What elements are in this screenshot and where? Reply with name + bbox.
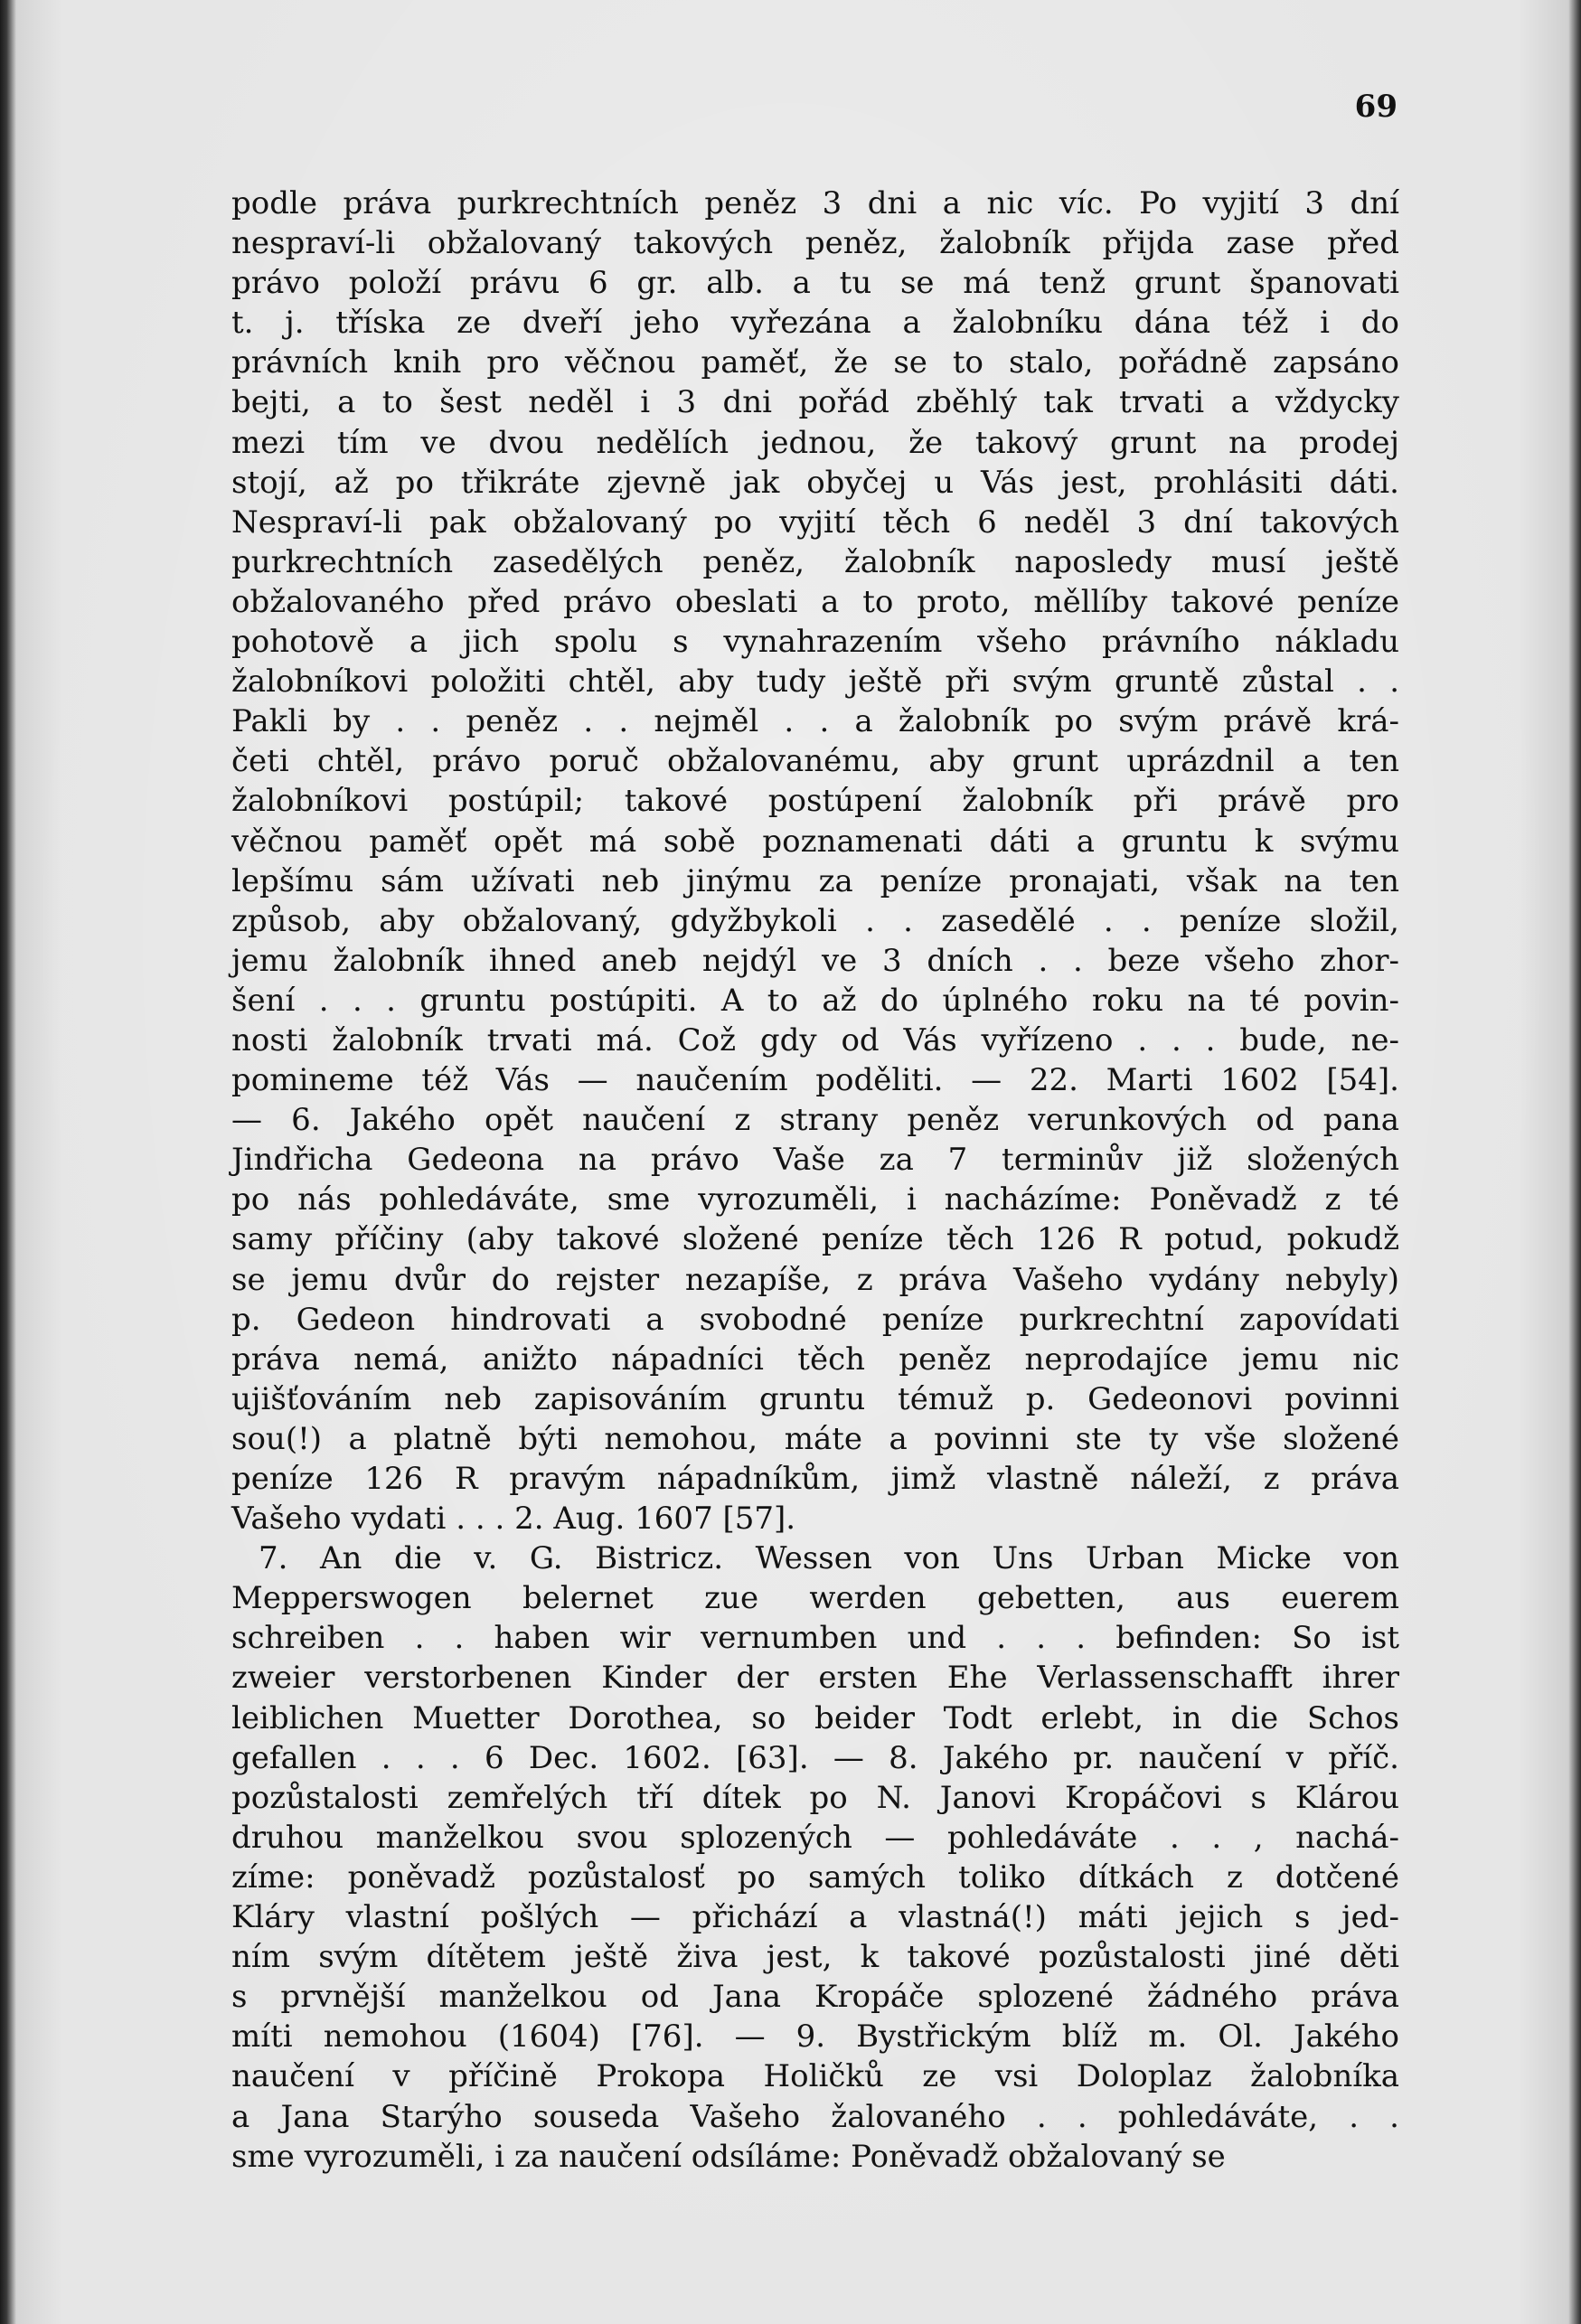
text-line: ujišťováním neb zapisováním gruntu témuž p. Gedeonovi povinni — [231, 1380, 1399, 1417]
page-left-edge — [0, 0, 16, 2324]
text-line: sme vyrozuměli, i za naučení odsíláme: Poněvadž obžalovaný se — [231, 2138, 1226, 2175]
text-line: sou(!) a platně býti nemohou, máte a povinni ste ty vše složené — [231, 1420, 1399, 1457]
text-line: četi chtěl, právo poruč obžalovanému, aby grunt uprázdnil a ten — [231, 743, 1399, 780]
text-line: se jemu dvůr do rejster nezapíše, z práva Vašeho vydány nebyly) — [231, 1261, 1399, 1298]
text-line: jemu žalobník ihned aneb nejdýl ve 3 dních . . beze všeho zhor- — [231, 942, 1399, 979]
text-line: samy příčiny (aby takové složené peníze těch 126 R potud, pokudž — [231, 1221, 1399, 1258]
text-line: žalobníkovi postúpil; takové postúpení žalobník při právě pro — [231, 783, 1399, 820]
text-line: pozůstalosti zemřelých tří dítek po N. Janovi Kropáčovi s Klárou — [231, 1779, 1399, 1816]
text-line: žalobníkovi položiti chtěl, aby tudy ještě při svým gruntě zůstal . . — [231, 663, 1399, 701]
text-line: ním svým dítětem ještě živa jest, k takové pozůstalosti jiné děti — [231, 1939, 1399, 1976]
text-line: Kláry vlastní pošlých — přichází a vlastná(!) máti jejich s jed- — [231, 1899, 1399, 1936]
text-line: věčnou paměť opět má sobě poznamenati dáti a gruntu k svýmu — [231, 823, 1399, 860]
text-line: lepšímu sám užívati neb jinýmu za peníze pronajati, však na ten — [231, 862, 1399, 899]
text-line: gefallen . . . 6 Dec. 1602. [63]. — 8. Jakého pr. naučení v příč. — [231, 1739, 1399, 1776]
text-line: právních knih pro věčnou paměť, že se to stalo, pořádně zapsáno — [231, 344, 1399, 381]
text-line: t. j. tříska ze dveří jeho vyřezána a žalobníku dána též i do — [231, 305, 1399, 342]
text-line: pomineme též Vás — naučením poděliti. — 22. Marti 1602 [54]. — [231, 1062, 1399, 1099]
text-line: způsob, aby obžalovaný, gdyžbykoli . . zasedělé . . peníze složil, — [231, 902, 1399, 939]
text-line: šení . . . gruntu postúpiti. A to až do úplného roku na té povin- — [231, 982, 1399, 1019]
text-line: a Jana Starýho souseda Vašeho žalovaného . . pohledáváte, . . — [231, 2098, 1399, 2135]
text-line: p. Gedeon hindrovati a svobodné peníze purkrechtní zapovídati — [231, 1301, 1399, 1338]
text-line: zweier verstorbenen Kinder der ersten Ehe Verlassenschafft ihrer — [231, 1660, 1399, 1697]
text-line: s prvnější manželkou od Jana Kropáče splozené žádného práva — [231, 1979, 1399, 2016]
text-line: právo položí právu 6 gr. alb. a tu se má tenž grunt španovati — [231, 265, 1399, 302]
text-line: naučení v příčině Prokopa Holičků ze vsi Doloplaz žalobníka — [231, 2058, 1399, 2095]
page-number: 69 — [1354, 89, 1397, 125]
text-line: po nás pohledáváte, sme vyrozuměli, i nacházíme: Poněvadž z té — [231, 1181, 1399, 1218]
text-line: schreiben . . haben wir vernumben und . . . befinden: So ist — [231, 1620, 1399, 1657]
text-line: — 6. Jakého opět naučení z strany peněz verunkových od pana — [231, 1102, 1399, 1139]
text-line: peníze 126 R pravým nápadníkům, jimž vlastně náleží, z práva — [231, 1461, 1399, 1497]
text-line: Mepperswogen belernet zue werden gebetten, aus euerem — [231, 1580, 1399, 1617]
text-line: Vašeho vydati . . . 2. Aug. 1607 [57]. — [231, 1501, 796, 1538]
text-line: 7. An die v. G. Bistricz. Wessen von Uns Urban Micke von — [259, 1540, 1399, 1577]
text-line: stojí, až po třikráte zjevně jak obyčej u Vás jest, prohlásiti dáti. — [231, 464, 1399, 501]
text-line: obžalovaného před právo obeslati a to proto, měllíby takové peníze — [231, 583, 1399, 620]
text-line: Jindřicha Gedeona na právo Vaše za 7 terminův již složených — [231, 1142, 1399, 1179]
text-line: práva nemá, anižto nápadníci těch peněz neprodajíce jemu nic — [231, 1341, 1399, 1378]
text-line: podle práva purkrechtních peněz 3 dni a nic víc. Po vyjití 3 dní — [231, 185, 1399, 221]
text-line: bejti, a to šest neděl i 3 dni pořád zběhlý tak trvati a vždycky — [231, 384, 1399, 421]
text-line: pohotově a jich spolu s vynahrazením všeho právního nákladu — [231, 624, 1399, 661]
text-line: míti nemohou (1604) [76]. — 9. Bystřickým blíž m. Ol. Jakého — [231, 2018, 1399, 2056]
text-line: Nespraví-li pak obžalovaný po vyjití těch 6 neděl 3 dní takových — [231, 503, 1399, 541]
text-line: nespraví-li obžalovaný takových peněz, žalobník přijda zase před — [231, 225, 1399, 262]
text-line: mezi tím ve dvou nedělích jednou, že takový grunt na prodej — [231, 424, 1399, 461]
body-text — [231, 183, 1399, 2177]
page-right-edge — [1568, 0, 1581, 2324]
text-line: purkrechtních zasedělých peněz, žalobník naposledy musí ještě — [231, 543, 1399, 580]
text-line: druhou manželkou svou splozených — pohledáváte . . , nachá- — [231, 1819, 1399, 1856]
text-line: Pakli by . . peněz . . nejměl . . a žalobník po svým právě krá- — [231, 703, 1399, 740]
text-line: zíme: poněvadž pozůstalosť po samých toliko dítkách z dotčené — [231, 1858, 1399, 1896]
text-line: leiblichen Muetter Dorothea, so beider Todt erlebt, in die Schos — [231, 1699, 1399, 1736]
text-line: nosti žalobník trvati má. Což gdy od Vás vyřízeno . . . bude, ne- — [231, 1021, 1399, 1059]
